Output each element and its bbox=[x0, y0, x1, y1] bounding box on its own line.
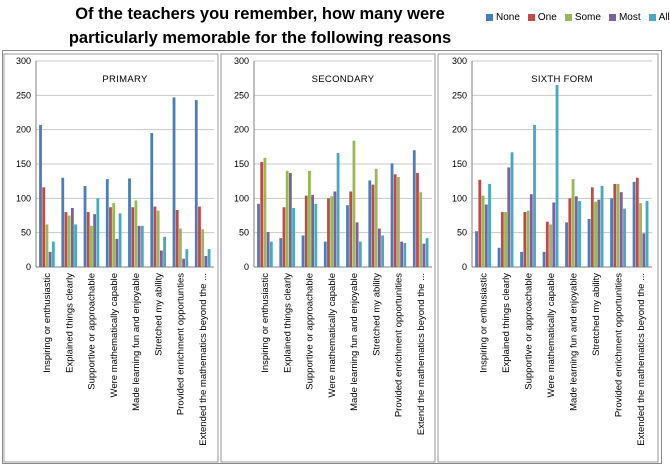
panel-2-bar-some-7 bbox=[397, 177, 400, 267]
panel-1-title: PRIMARY bbox=[102, 74, 148, 85]
panel-1-bar-one-7 bbox=[176, 210, 179, 267]
panel-3-category-label-3: Supportive or approachable bbox=[523, 273, 535, 390]
panel-2-bar-all-5 bbox=[359, 242, 362, 267]
panel-1-bar-all-5 bbox=[141, 226, 144, 267]
legend-label-some: Some bbox=[574, 11, 601, 23]
panel-2-bar-most-1 bbox=[267, 232, 270, 267]
panel-2-bar-most-2 bbox=[289, 173, 292, 267]
panel-2-ytick-100: 100 bbox=[233, 193, 249, 204]
panel-1-bar-some-8 bbox=[201, 229, 204, 267]
panel-2-bar-none-8 bbox=[413, 150, 416, 267]
panel-3-bar-most-4 bbox=[552, 202, 555, 267]
panel-3-bar-most-3 bbox=[530, 194, 533, 267]
panel-1-bar-all-4 bbox=[119, 213, 122, 267]
panel-3-bar-some-1 bbox=[482, 196, 485, 267]
panel-1-category-label-4: Were mathematically capable bbox=[108, 273, 120, 398]
panel-3-bar-all-3 bbox=[533, 125, 536, 267]
panel-2-category-label-4: Were mathematically capable bbox=[326, 273, 338, 398]
panel-2-bar-most-6 bbox=[378, 229, 381, 267]
panel-3-bar-one-5 bbox=[568, 198, 571, 267]
panel-2-bar-most-8 bbox=[422, 244, 425, 267]
panel-1-ytick-100: 100 bbox=[15, 193, 31, 204]
panel-2-bar-one-7 bbox=[394, 174, 397, 267]
panel-1-ytick-150: 150 bbox=[15, 159, 31, 169]
panel-2-category-label-7: Provided enrichment opportunities bbox=[393, 273, 405, 418]
panel-1-bar-most-3 bbox=[93, 214, 96, 267]
panel-2-bar-one-8 bbox=[416, 173, 419, 267]
panel-1-bar-all-6 bbox=[163, 237, 166, 267]
panel-2-bar-some-6 bbox=[375, 169, 378, 267]
panel-3-bar-one-8 bbox=[636, 178, 639, 267]
panel-3-bar-none-7 bbox=[610, 198, 613, 267]
panel-1-category-label-7: Provided enrichment opportunties bbox=[175, 273, 187, 416]
panel-2-bar-one-1 bbox=[260, 162, 263, 267]
legend-label-all: All bbox=[658, 11, 670, 23]
panel-2-bar-one-5 bbox=[349, 191, 352, 267]
panel-1-bar-none-6 bbox=[150, 133, 153, 267]
panel-2-category-label-6: Stretched my ability bbox=[371, 273, 383, 356]
panel-1-bar-most-4 bbox=[115, 239, 118, 267]
panel-3-ytick-250: 250 bbox=[451, 90, 467, 101]
panel-3-bar-none-2 bbox=[498, 248, 501, 267]
panel-3-bar-one-1 bbox=[478, 180, 481, 267]
panel-3-ytick-50: 50 bbox=[456, 227, 467, 238]
panel-3-bar-all-8 bbox=[646, 201, 649, 267]
panel-2-bar-all-3 bbox=[314, 204, 317, 267]
panel-1-bar-one-8 bbox=[198, 207, 201, 267]
legend-label-none: None bbox=[496, 11, 520, 23]
panel-3-category-label-5: Made learning fun and enjoyable bbox=[568, 273, 580, 411]
panel-3-bar-one-6 bbox=[591, 187, 594, 267]
panel-3-category-label-6: Stretched my ability bbox=[590, 273, 602, 356]
chart-title-line-1: Of the teachers you remember, how many were bbox=[75, 5, 445, 23]
panel-1-bar-one-6 bbox=[154, 207, 157, 267]
panel-2-bar-all-1 bbox=[270, 242, 273, 267]
panel-2-bar-all-2 bbox=[292, 208, 295, 267]
panel-1-ytick-200: 200 bbox=[15, 124, 31, 135]
panel-3-bar-all-7 bbox=[623, 209, 626, 267]
panel-3-bar-most-8 bbox=[642, 233, 645, 267]
panel-2-bar-none-5 bbox=[346, 205, 349, 267]
panel-3-bar-none-4 bbox=[543, 252, 546, 267]
legend-label-one: One bbox=[537, 11, 557, 23]
panel-1-bar-all-7 bbox=[185, 249, 188, 267]
panel-1-bar-most-8 bbox=[204, 256, 207, 267]
panel-2-bar-some-2 bbox=[286, 171, 289, 267]
panel-2-bar-some-1 bbox=[264, 158, 267, 267]
panel-1-bar-none-2 bbox=[61, 178, 64, 267]
panel-1-bar-all-2 bbox=[74, 224, 77, 267]
panel-3-bar-none-5 bbox=[565, 222, 568, 267]
panel-2-category-label-1: Inspiring or enthusiastic bbox=[260, 273, 272, 373]
panel-3-category-label-7: Provided enrichment opportunities bbox=[613, 273, 625, 418]
panel-1-bar-some-2 bbox=[68, 216, 71, 268]
panel-1-category-label-3: Supportive or approachable bbox=[86, 273, 98, 390]
panel-1-bar-one-4 bbox=[109, 207, 112, 267]
panel-3-bar-some-2 bbox=[504, 212, 507, 267]
panel-1-category-label-6: Stretched my ability bbox=[153, 273, 165, 356]
panel-2-bar-all-4 bbox=[337, 153, 340, 267]
panel-3-bar-all-2 bbox=[511, 152, 514, 267]
panel-1-bar-all-1 bbox=[52, 242, 55, 267]
panel-1-bar-none-3 bbox=[84, 186, 87, 267]
panel-3-bar-all-1 bbox=[488, 184, 491, 267]
panel-1-bar-one-2 bbox=[65, 212, 68, 267]
panel-1-ytick-50: 50 bbox=[20, 227, 31, 238]
panel-1-bar-some-4 bbox=[112, 203, 115, 267]
panel-3-ytick-200: 200 bbox=[451, 124, 467, 135]
panel-2-bar-one-2 bbox=[283, 207, 286, 267]
panel-3-ytick-300: 300 bbox=[451, 56, 467, 66]
panel-2-bar-some-5 bbox=[353, 141, 356, 267]
panel-3-bar-one-7 bbox=[613, 184, 616, 267]
panel-2-bar-one-3 bbox=[305, 196, 308, 267]
panel-3-category-label-1: Inspiring or enthusiastic bbox=[478, 273, 490, 373]
panel-2-bar-some-8 bbox=[419, 192, 422, 267]
panel-3-bar-most-1 bbox=[485, 205, 488, 267]
panel-3-bar-none-3 bbox=[520, 252, 523, 267]
panel-1-ytick-250: 250 bbox=[15, 90, 31, 101]
panel-1-bar-most-1 bbox=[49, 252, 52, 267]
panel-2-bar-one-6 bbox=[372, 185, 375, 267]
panel-2-category-label-3: Supportive or approachable bbox=[304, 273, 316, 390]
panel-2-bar-none-2 bbox=[279, 238, 282, 267]
panel-2-bar-none-6 bbox=[368, 180, 371, 267]
panel-3-bar-some-3 bbox=[527, 211, 530, 267]
legend-label-most: Most bbox=[618, 11, 641, 23]
panel-2-category-label-2: Explained things clearly bbox=[282, 273, 294, 373]
panel-2-ytick-250: 250 bbox=[233, 90, 249, 101]
panel-3-bar-most-7 bbox=[620, 192, 623, 267]
panel-2-ytick-50: 50 bbox=[238, 227, 249, 238]
panel-3-bar-most-2 bbox=[507, 167, 510, 267]
chart-title-line-2: particularly memorable for the following reasons bbox=[68, 29, 452, 47]
panel-3-bar-some-5 bbox=[572, 179, 575, 267]
panel-3-ytick-100: 100 bbox=[451, 193, 467, 204]
panel-2-bar-all-6 bbox=[381, 235, 384, 267]
panel-3-category-label-2: Explained things clearly bbox=[500, 273, 512, 373]
panel-1-bar-most-5 bbox=[138, 226, 141, 267]
panel-3-ytick-0: 0 bbox=[461, 262, 467, 272]
panel-3-title: SIXTH FORM bbox=[531, 74, 593, 85]
panel-2-bar-none-3 bbox=[302, 235, 305, 267]
panel-1-bar-one-3 bbox=[87, 212, 90, 267]
panel-1-bar-all-8 bbox=[208, 249, 211, 267]
panel-3-bar-most-5 bbox=[575, 196, 578, 267]
panel-1-bar-one-5 bbox=[131, 207, 134, 267]
panel-1-bar-none-7 bbox=[173, 97, 176, 267]
panel-1-bar-one-1 bbox=[42, 187, 45, 267]
panel-3-bar-all-5 bbox=[578, 201, 581, 267]
panel-1-bar-some-1 bbox=[46, 224, 49, 267]
panel-1-bar-most-2 bbox=[71, 208, 74, 267]
panel-3-bar-some-4 bbox=[549, 224, 552, 267]
panel-3-category-label-4: Were mathematically capable bbox=[545, 273, 557, 398]
panel-2-bar-none-1 bbox=[257, 204, 260, 267]
panel-2-title: SECONDARY bbox=[311, 74, 375, 85]
panel-1-category-label-5: Made learning fun and enjoyable bbox=[131, 273, 143, 411]
panel-1-bar-none-4 bbox=[106, 179, 109, 267]
panel-3-bar-most-6 bbox=[597, 200, 600, 267]
panel-2-bar-all-8 bbox=[426, 238, 429, 267]
panel-1-bar-most-6 bbox=[160, 251, 163, 267]
panel-1-bar-some-7 bbox=[179, 229, 182, 267]
panel-1-category-label-1: Inspiring or enthusiastic bbox=[42, 273, 54, 373]
panel-3-bar-all-4 bbox=[556, 85, 559, 267]
panel-3-bar-none-1 bbox=[475, 231, 478, 267]
panel-1-bar-some-6 bbox=[157, 211, 160, 267]
panel-3-bar-one-4 bbox=[546, 222, 549, 267]
panel-1-bar-none-8 bbox=[195, 100, 198, 267]
panel-1-ytick-300: 300 bbox=[15, 56, 31, 66]
panel-2-ytick-200: 200 bbox=[233, 124, 249, 135]
panel-1-bar-all-3 bbox=[96, 198, 99, 267]
panel-3-bar-some-8 bbox=[639, 203, 642, 267]
panel-3-bar-one-3 bbox=[523, 212, 526, 267]
panel-2-ytick-0: 0 bbox=[243, 262, 249, 272]
panel-2-bar-most-7 bbox=[400, 242, 403, 267]
panel-3-bar-some-6 bbox=[594, 202, 597, 267]
panel-2-bar-most-5 bbox=[356, 222, 359, 267]
panel-1-ytick-0: 0 bbox=[25, 262, 31, 272]
panel-1-category-label-2: Explained things clearly bbox=[64, 273, 76, 373]
panel-2-bar-some-4 bbox=[330, 196, 333, 267]
panel-3-ytick-150: 150 bbox=[451, 159, 467, 169]
panel-2-bar-all-7 bbox=[403, 243, 406, 267]
panel-2-ytick-150: 150 bbox=[233, 159, 249, 169]
panel-1-bar-some-3 bbox=[90, 226, 93, 267]
panel-1-bar-none-5 bbox=[128, 178, 131, 267]
panel-2-bar-most-4 bbox=[333, 191, 336, 267]
panel-2-category-label-5: Made learning fun and enjoyable bbox=[349, 273, 361, 411]
panel-2-category-label-8: Extend the mathematics beyond the ... bbox=[415, 273, 427, 436]
panel-3-category-label-8: Extended the mathematics beyond the ... bbox=[635, 273, 647, 446]
panel-1-bar-none-1 bbox=[39, 125, 42, 267]
panel-3-bar-some-7 bbox=[617, 184, 620, 267]
panel-2-bar-none-4 bbox=[324, 242, 327, 267]
panel-2-ytick-300: 300 bbox=[233, 56, 249, 66]
panel-3-bar-none-8 bbox=[633, 182, 636, 267]
panel-3-bar-one-2 bbox=[501, 212, 504, 267]
panel-1-bar-most-7 bbox=[182, 259, 185, 267]
panel-3-bar-none-6 bbox=[588, 219, 591, 267]
panel-2-bar-some-3 bbox=[308, 171, 311, 267]
panel-3-bar-all-6 bbox=[601, 186, 604, 267]
panel-1-bar-some-5 bbox=[135, 200, 138, 267]
panel-2-bar-most-3 bbox=[311, 195, 314, 267]
panel-1-category-label-8: Extended the mathematics beyond the ... bbox=[197, 273, 209, 446]
panel-2-bar-one-4 bbox=[327, 198, 330, 267]
panel-2-bar-none-7 bbox=[391, 163, 394, 267]
